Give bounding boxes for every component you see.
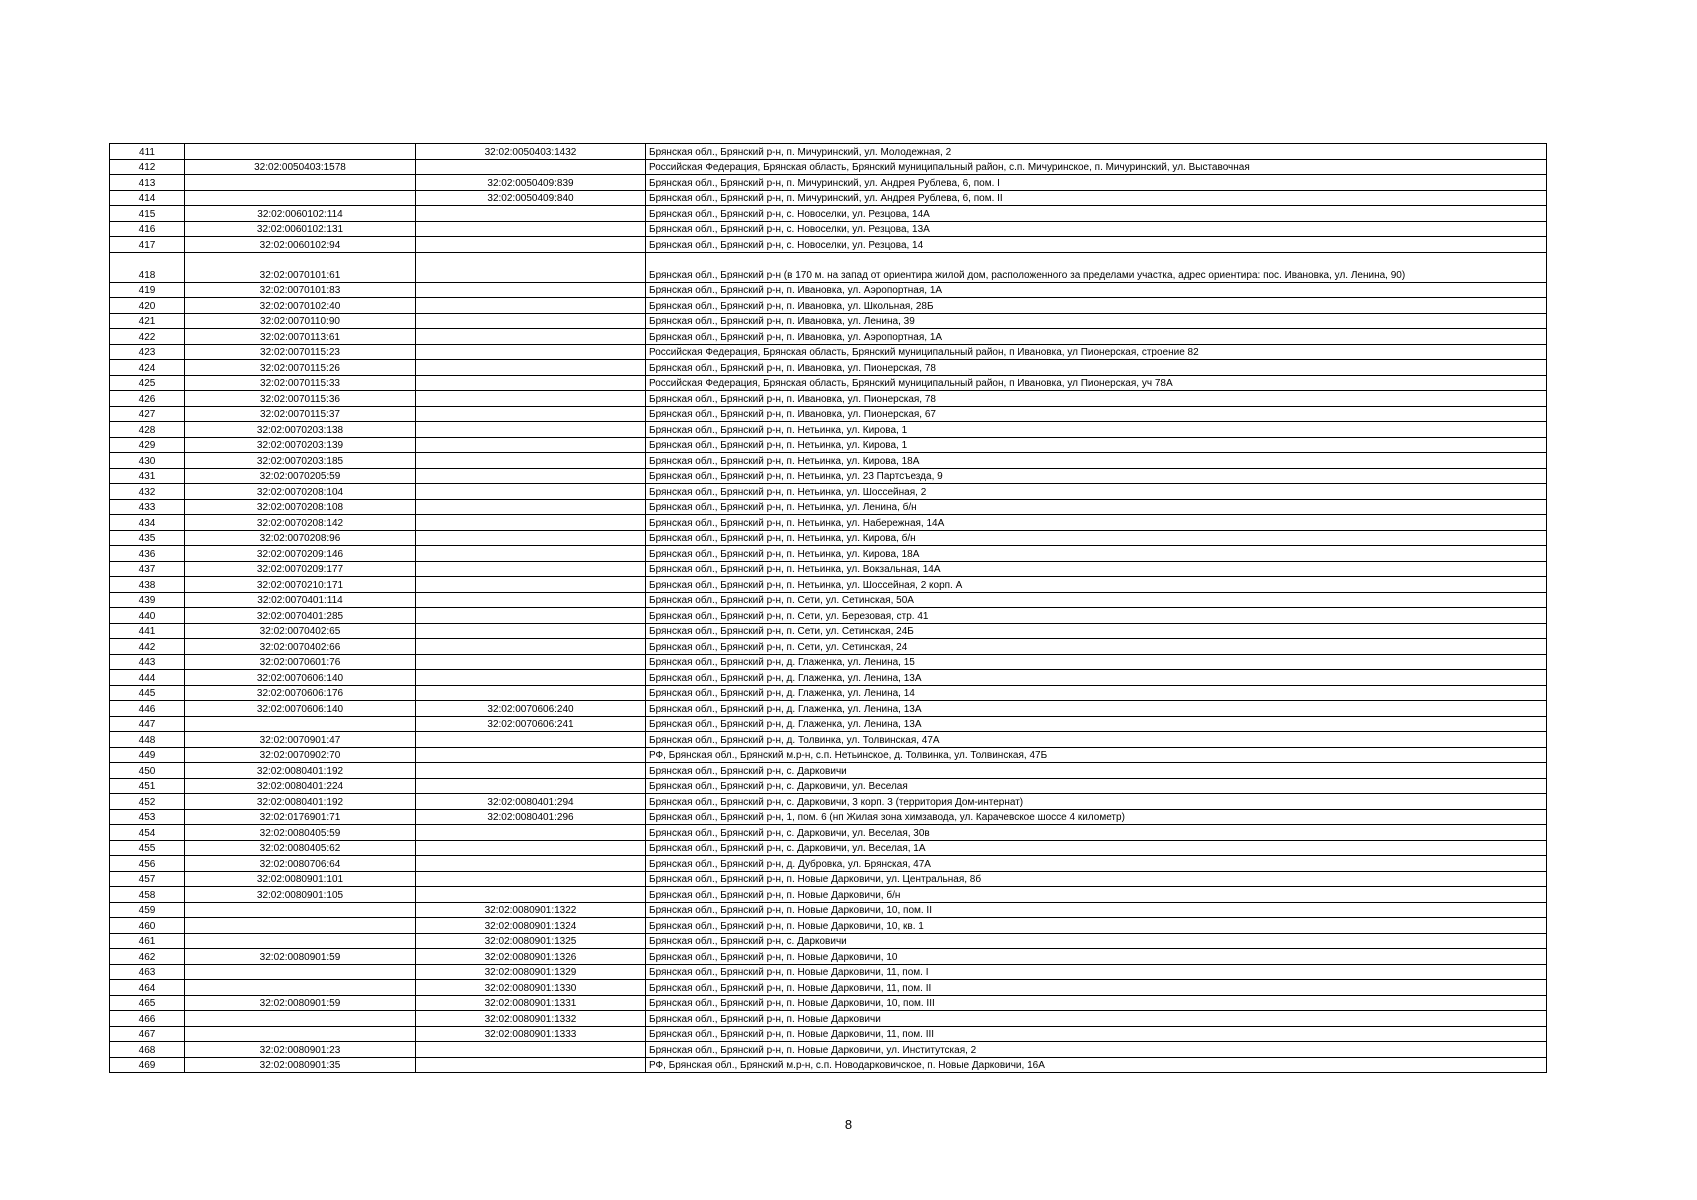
register-table: [109, 143, 1547, 1073]
land-parcel-number-cell: 32:02:0176901:71: [185, 809, 416, 825]
row-number-cell: 434: [110, 515, 185, 531]
building-number-cell: [416, 206, 646, 222]
row-number-cell: 457: [110, 871, 185, 887]
building-number-cell: [416, 763, 646, 779]
building-number-cell: [416, 515, 646, 531]
table-row: [110, 639, 1547, 655]
land-parcel-number-cell: 32:02:0070110:90: [185, 313, 416, 329]
table-row: [110, 484, 1547, 500]
address-cell: Брянская обл., Брянский р-н, с. Новоселки, ул. Резцова, 14: [646, 237, 1547, 253]
building-number-cell: [416, 577, 646, 593]
address-cell: Брянская обл., Брянский р-н, п. Мичуринский, ул. Андрея Рублева, 6, пом. I: [646, 175, 1547, 191]
table-row: [110, 747, 1547, 763]
building-number-cell: [416, 670, 646, 686]
building-number-cell: 32:02:0050409:839: [416, 175, 646, 191]
building-number-cell: [416, 484, 646, 500]
row-number-cell: 425: [110, 375, 185, 391]
row-number-cell: 467: [110, 1026, 185, 1042]
land-parcel-number-cell: 32:02:0070401:114: [185, 592, 416, 608]
table-row: [110, 437, 1547, 453]
address-cell: Брянская обл., Брянский р-н, п. Сети, ул. Сетинская, 24: [646, 639, 1547, 655]
row-number-cell: 466: [110, 1011, 185, 1027]
building-number-cell: [416, 778, 646, 794]
address-cell: Брянская обл., Брянский р-н, п. Новые Дарковичи, 10, пом. II: [646, 902, 1547, 918]
building-number-cell: 32:02:0080901:1329: [416, 964, 646, 980]
address-cell: Брянская обл., Брянский р-н, п. Новые Дарковичи, 11, пом. I: [646, 964, 1547, 980]
address-cell: Брянская обл., Брянский р-н, с. Дарковичи: [646, 763, 1547, 779]
address-cell: Брянская обл., Брянский р-н, п. Сети, ул. Сетинская, 50А: [646, 592, 1547, 608]
building-number-cell: 32:02:0080901:1325: [416, 933, 646, 949]
table-row: [110, 840, 1547, 856]
address-cell: Брянская обл., Брянский р-н, п. Нетьинка, ул. 23 Партсъезда, 9: [646, 468, 1547, 484]
address-cell: Брянская обл., Брянский р-н, п. Ивановка, ул. Пионерская, 78: [646, 360, 1547, 376]
land-parcel-number-cell: 32:02:0070101:83: [185, 282, 416, 298]
row-number-cell: 418: [110, 252, 185, 282]
table-row: [110, 453, 1547, 469]
building-number-cell: [416, 237, 646, 253]
table-row: [110, 144, 1547, 160]
building-number-cell: 32:02:0080901:1332: [416, 1011, 646, 1027]
address-cell: Брянская обл., Брянский р-н, с. Новоселки, ул. Резцова, 14А: [646, 206, 1547, 222]
address-cell: Брянская обл., Брянский р-н, п. Новые Дарковичи, 11, пом. II: [646, 980, 1547, 996]
land-parcel-number-cell: 32:02:0070203:138: [185, 422, 416, 438]
table-row: [110, 949, 1547, 965]
table-row: [110, 561, 1547, 577]
table-row: [110, 732, 1547, 748]
building-number-cell: [416, 298, 646, 314]
building-number-cell: [416, 437, 646, 453]
building-number-cell: [416, 375, 646, 391]
row-number-cell: 455: [110, 840, 185, 856]
building-number-cell: [416, 391, 646, 407]
table-row: [110, 360, 1547, 376]
land-parcel-number-cell: [185, 716, 416, 732]
land-parcel-number-cell: 32:02:0080901:59: [185, 995, 416, 1011]
land-parcel-number-cell: 32:02:0080405:59: [185, 825, 416, 841]
address-cell: Брянская обл., Брянский р-н, с. Дарковичи, ул. Веселая: [646, 778, 1547, 794]
address-cell: Брянская обл., Брянский р-н, п. Нетьинка, ул. Шоссейная, 2: [646, 484, 1547, 500]
row-number-cell: 461: [110, 933, 185, 949]
row-number-cell: 413: [110, 175, 185, 191]
address-cell: Брянская обл., Брянский р-н, п. Мичуринский, ул. Андрея Рублева, 6, пом. II: [646, 190, 1547, 206]
row-number-cell: 428: [110, 422, 185, 438]
land-parcel-number-cell: 32:02:0080901:23: [185, 1042, 416, 1058]
register-table-body: [110, 144, 1547, 1073]
table-row: [110, 763, 1547, 779]
land-parcel-number-cell: [185, 964, 416, 980]
row-number-cell: 438: [110, 577, 185, 593]
row-number-cell: 414: [110, 190, 185, 206]
address-cell: Брянская обл., Брянский р-н, с. Дарковичи, ул. Веселая, 30в: [646, 825, 1547, 841]
address-cell: РФ, Брянская обл., Брянский м.р-н, с.п. Новодарковичское, п. Новые Дарковичи, 16А: [646, 1057, 1547, 1073]
table-row: [110, 499, 1547, 515]
row-number-cell: 433: [110, 499, 185, 515]
row-number-cell: 416: [110, 221, 185, 237]
land-parcel-number-cell: [185, 1026, 416, 1042]
row-number-cell: 440: [110, 608, 185, 624]
building-number-cell: 32:02:0070606:240: [416, 701, 646, 717]
table-row: [110, 422, 1547, 438]
address-cell: РФ, Брянская обл., Брянский м.р-н, с.п. Нетьинское, д. Толвинка, ул. Толвинская, 47Б: [646, 747, 1547, 763]
address-cell: Брянская обл., Брянский р-н, д. Глаженка, ул. Ленина, 14: [646, 685, 1547, 701]
address-cell: Брянская обл., Брянский р-н, п. Мичуринский, ул. Молодежная, 2: [646, 144, 1547, 160]
address-cell: Брянская обл., Брянский р-н, с. Новоселки, ул. Резцова, 13А: [646, 221, 1547, 237]
table-row: [110, 608, 1547, 624]
building-number-cell: 32:02:0080901:1326: [416, 949, 646, 965]
row-number-cell: 420: [110, 298, 185, 314]
building-number-cell: [416, 1042, 646, 1058]
table-row: [110, 237, 1547, 253]
table-row: [110, 654, 1547, 670]
table-row: [110, 980, 1547, 996]
table-row: [110, 995, 1547, 1011]
address-cell: Брянская обл., Брянский р-н, п. Новые Дарковичи, 10: [646, 949, 1547, 965]
land-parcel-number-cell: 32:02:0080901:105: [185, 887, 416, 903]
land-parcel-number-cell: 32:02:0070208:104: [185, 484, 416, 500]
building-number-cell: [416, 499, 646, 515]
row-number-cell: 449: [110, 747, 185, 763]
address-cell: Брянская обл., Брянский р-н, п. Ивановка, ул. Ленина, 39: [646, 313, 1547, 329]
building-number-cell: [416, 732, 646, 748]
land-parcel-number-cell: 32:02:0070606:140: [185, 701, 416, 717]
table-row: [110, 871, 1547, 887]
table-row: [110, 282, 1547, 298]
address-cell: Брянская обл., Брянский р-н, п. Нетьинка, ул. Вокзальная, 14А: [646, 561, 1547, 577]
table-row: [110, 298, 1547, 314]
row-number-cell: 469: [110, 1057, 185, 1073]
building-number-cell: [416, 468, 646, 484]
row-number-cell: 411: [110, 144, 185, 160]
address-cell: Брянская обл., Брянский р-н, п. Новые Дарковичи, ул. Центральная, 8б: [646, 871, 1547, 887]
land-parcel-number-cell: 32:02:0080401:192: [185, 763, 416, 779]
building-number-cell: [416, 871, 646, 887]
address-cell: Брянская обл., Брянский р-н, 1, пом. 6 (нп Жилая зона химзавода, ул. Карачевское шоссе 4 километр): [646, 809, 1547, 825]
table-row: [110, 515, 1547, 531]
table-row: [110, 592, 1547, 608]
building-number-cell: [416, 654, 646, 670]
row-number-cell: 447: [110, 716, 185, 732]
address-cell: Брянская обл., Брянский р-н, д. Глаженка, ул. Ленина, 13А: [646, 701, 1547, 717]
address-cell: Брянская обл., Брянский р-н, п. Новые Дарковичи, 10, пом. III: [646, 995, 1547, 1011]
table-row: [110, 933, 1547, 949]
building-number-cell: [416, 1057, 646, 1073]
land-parcel-number-cell: 32:02:0060102:131: [185, 221, 416, 237]
land-parcel-number-cell: 32:02:0080706:64: [185, 856, 416, 872]
building-number-cell: 32:02:0070606:241: [416, 716, 646, 732]
address-cell: Брянская обл., Брянский р-н, п. Новые Дарковичи, 10, кв. 1: [646, 918, 1547, 934]
building-number-cell: [416, 546, 646, 562]
building-number-cell: 32:02:0080901:1324: [416, 918, 646, 934]
land-parcel-number-cell: 32:02:0070208:142: [185, 515, 416, 531]
table-row: [110, 577, 1547, 593]
building-number-cell: 32:02:0050409:840: [416, 190, 646, 206]
table-row: [110, 252, 1547, 282]
address-cell: Брянская обл., Брянский р-н, п. Ивановка, ул. Аэропортная, 1А: [646, 282, 1547, 298]
table-row: [110, 964, 1547, 980]
row-number-cell: 446: [110, 701, 185, 717]
address-cell: Брянская обл., Брянский р-н, п. Нетьинка, ул. Набережная, 14А: [646, 515, 1547, 531]
table-row: [110, 313, 1547, 329]
row-number-cell: 442: [110, 639, 185, 655]
table-row: [110, 685, 1547, 701]
land-parcel-number-cell: 32:02:0080401:192: [185, 794, 416, 810]
table-row: [110, 918, 1547, 934]
building-number-cell: [416, 856, 646, 872]
table-row: [110, 546, 1547, 562]
land-parcel-number-cell: 32:02:0070902:70: [185, 747, 416, 763]
table-row: [110, 159, 1547, 175]
land-parcel-number-cell: 32:02:0050403:1578: [185, 159, 416, 175]
address-cell: Брянская обл., Брянский р-н, п. Ивановка, ул. Аэропортная, 1А: [646, 329, 1547, 345]
row-number-cell: 421: [110, 313, 185, 329]
address-cell: Брянская обл., Брянский р-н, п. Ивановка, ул. Школьная, 28Б: [646, 298, 1547, 314]
row-number-cell: 448: [110, 732, 185, 748]
land-parcel-number-cell: [185, 144, 416, 160]
row-number-cell: 443: [110, 654, 185, 670]
building-number-cell: [416, 313, 646, 329]
land-parcel-number-cell: 32:02:0070115:33: [185, 375, 416, 391]
land-parcel-number-cell: 32:02:0070205:59: [185, 468, 416, 484]
row-number-cell: 423: [110, 344, 185, 360]
row-number-cell: 458: [110, 887, 185, 903]
land-parcel-number-cell: 32:02:0070606:140: [185, 670, 416, 686]
row-number-cell: 417: [110, 237, 185, 253]
row-number-cell: 464: [110, 980, 185, 996]
address-cell: Брянская обл., Брянский р-н, п. Ивановка, ул. Пионерская, 67: [646, 406, 1547, 422]
building-number-cell: 32:02:0080401:296: [416, 809, 646, 825]
address-cell: Российская Федерация, Брянская область, Брянский муниципальный район, п Ивановка, ул Пионерская, уч 78А: [646, 375, 1547, 391]
building-number-cell: 32:02:0080901:1333: [416, 1026, 646, 1042]
address-cell: Брянская обл., Брянский р-н, п. Новые Дарковичи, 11, пом. III: [646, 1026, 1547, 1042]
row-number-cell: 430: [110, 453, 185, 469]
row-number-cell: 452: [110, 794, 185, 810]
land-parcel-number-cell: 32:02:0070901:47: [185, 732, 416, 748]
land-parcel-number-cell: 32:02:0070209:177: [185, 561, 416, 577]
table-row: [110, 794, 1547, 810]
land-parcel-number-cell: 32:02:0070402:65: [185, 623, 416, 639]
land-parcel-number-cell: 32:02:0080901:35: [185, 1057, 416, 1073]
land-parcel-number-cell: [185, 933, 416, 949]
address-cell: Брянская обл., Брянский р-н, п. Нетьинка, ул. Ленина, б/н: [646, 499, 1547, 515]
building-number-cell: 32:02:0080901:1322: [416, 902, 646, 918]
address-cell: Российская Федерация, Брянская область, Брянский муниципальный район, п Ивановка, ул Пионерская, строение 82: [646, 344, 1547, 360]
table-row: [110, 530, 1547, 546]
address-cell: Брянская обл., Брянский р-н, п. Нетьинка, ул. Кирова, 18А: [646, 453, 1547, 469]
row-number-cell: 419: [110, 282, 185, 298]
land-parcel-number-cell: 32:02:0070102:40: [185, 298, 416, 314]
row-number-cell: 459: [110, 902, 185, 918]
row-number-cell: 415: [110, 206, 185, 222]
building-number-cell: [416, 840, 646, 856]
land-parcel-number-cell: 32:02:0070115:36: [185, 391, 416, 407]
building-number-cell: 32:02:0050403:1432: [416, 144, 646, 160]
row-number-cell: 429: [110, 437, 185, 453]
row-number-cell: 441: [110, 623, 185, 639]
address-cell: Брянская обл., Брянский р-н, с. Дарковичи, ул. Веселая, 1А: [646, 840, 1547, 856]
address-cell: Брянская обл., Брянский р-н, п. Новые Дарковичи, ул. Институтская, 2: [646, 1042, 1547, 1058]
table-row: [110, 468, 1547, 484]
address-cell: Брянская обл., Брянский р-н, д. Глаженка, ул. Ленина, 13А: [646, 716, 1547, 732]
land-parcel-number-cell: 32:02:0070210:171: [185, 577, 416, 593]
land-parcel-number-cell: 32:02:0060102:94: [185, 237, 416, 253]
building-number-cell: [416, 406, 646, 422]
table-row: [110, 701, 1547, 717]
building-number-cell: [416, 825, 646, 841]
land-parcel-number-cell: 32:02:0070203:139: [185, 437, 416, 453]
building-number-cell: [416, 282, 646, 298]
row-number-cell: 468: [110, 1042, 185, 1058]
building-number-cell: [416, 530, 646, 546]
table-row: [110, 1026, 1547, 1042]
row-number-cell: 426: [110, 391, 185, 407]
row-number-cell: 451: [110, 778, 185, 794]
row-number-cell: 412: [110, 159, 185, 175]
land-parcel-number-cell: 32:02:0070101:61: [185, 252, 416, 282]
land-parcel-number-cell: 32:02:0070115:37: [185, 406, 416, 422]
address-cell: Брянская обл., Брянский р-н, п. Сети, ул. Березовая, стр. 41: [646, 608, 1547, 624]
land-parcel-number-cell: 32:02:0070401:285: [185, 608, 416, 624]
building-number-cell: [416, 221, 646, 237]
address-cell: Брянская обл., Брянский р-н, п. Нетьинка, ул. Шоссейная, 2 корп. А: [646, 577, 1547, 593]
address-cell: Брянская обл., Брянский р-н, с. Дарковичи: [646, 933, 1547, 949]
table-row: [110, 344, 1547, 360]
table-row: [110, 716, 1547, 732]
land-parcel-number-cell: [185, 902, 416, 918]
row-number-cell: 437: [110, 561, 185, 577]
building-number-cell: [416, 639, 646, 655]
address-cell: Брянская обл., Брянский р-н, п. Новые Дарковичи, б/н: [646, 887, 1547, 903]
row-number-cell: 436: [110, 546, 185, 562]
building-number-cell: [416, 685, 646, 701]
table-row: [110, 1057, 1547, 1073]
address-cell: Брянская обл., Брянский р-н, п. Сети, ул. Сетинская, 24Б: [646, 623, 1547, 639]
row-number-cell: 431: [110, 468, 185, 484]
building-number-cell: [416, 561, 646, 577]
table-row: [110, 329, 1547, 345]
land-parcel-number-cell: 32:02:0070113:61: [185, 329, 416, 345]
building-number-cell: [416, 453, 646, 469]
building-number-cell: 32:02:0080901:1331: [416, 995, 646, 1011]
building-number-cell: [416, 329, 646, 345]
row-number-cell: 444: [110, 670, 185, 686]
row-number-cell: 422: [110, 329, 185, 345]
address-cell: Брянская обл., Брянский р-н, д. Глаженка, ул. Ленина, 13А: [646, 670, 1547, 686]
table-row: [110, 175, 1547, 191]
address-cell: Брянская обл., Брянский р-н, д. Дубровка, ул. Брянская, 47А: [646, 856, 1547, 872]
land-parcel-number-cell: 32:02:0060102:114: [185, 206, 416, 222]
address-cell: Российская Федерация, Брянская область, Брянский муниципальный район, с.п. Мичуринское, п. Мичуринский, ул. Выставочная: [646, 159, 1547, 175]
address-cell: Брянская обл., Брянский р-н, п. Нетьинка, ул. Кирова, 1: [646, 437, 1547, 453]
row-number-cell: 463: [110, 964, 185, 980]
address-cell: Брянская обл., Брянский р-н, с. Дарковичи, 3 корп. 3 (территория Дом-интернат): [646, 794, 1547, 810]
building-number-cell: [416, 159, 646, 175]
building-number-cell: [416, 360, 646, 376]
building-number-cell: [416, 422, 646, 438]
table-row: [110, 623, 1547, 639]
address-cell: Брянская обл., Брянский р-н, п. Нетьинка, ул. Кирова, 1: [646, 422, 1547, 438]
building-number-cell: [416, 887, 646, 903]
address-cell: Брянская обл., Брянский р-н, д. Глаженка, ул. Ленина, 15: [646, 654, 1547, 670]
land-parcel-number-cell: [185, 190, 416, 206]
table-row: [110, 809, 1547, 825]
address-cell: Брянская обл., Брянский р-н (в 170 м. на запад от ориентира жилой дом, расположенного за пределами участка, адрес ориентира: пос. Ивановка, ул. Ленина, 90): [646, 252, 1547, 282]
table-row: [110, 190, 1547, 206]
row-number-cell: 453: [110, 809, 185, 825]
land-parcel-number-cell: [185, 1011, 416, 1027]
table-row: [110, 902, 1547, 918]
table-row: [110, 670, 1547, 686]
land-parcel-number-cell: 32:02:0070203:185: [185, 453, 416, 469]
table-row: [110, 778, 1547, 794]
land-parcel-number-cell: 32:02:0070115:26: [185, 360, 416, 376]
building-number-cell: [416, 592, 646, 608]
table-row: [110, 1011, 1547, 1027]
land-parcel-number-cell: 32:02:0080901:101: [185, 871, 416, 887]
land-parcel-number-cell: [185, 918, 416, 934]
land-parcel-number-cell: 32:02:0080901:59: [185, 949, 416, 965]
land-parcel-number-cell: [185, 980, 416, 996]
row-number-cell: 427: [110, 406, 185, 422]
address-cell: Брянская обл., Брянский р-н, п. Нетьинка, ул. Кирова, б/н: [646, 530, 1547, 546]
building-number-cell: [416, 623, 646, 639]
land-parcel-number-cell: 32:02:0070402:66: [185, 639, 416, 655]
land-parcel-number-cell: 32:02:0080401:224: [185, 778, 416, 794]
row-number-cell: 424: [110, 360, 185, 376]
table-row: [110, 221, 1547, 237]
table-row: [110, 856, 1547, 872]
row-number-cell: 450: [110, 763, 185, 779]
row-number-cell: 460: [110, 918, 185, 934]
page-number: 8: [844, 1117, 853, 1132]
table-row: [110, 406, 1547, 422]
building-number-cell: [416, 608, 646, 624]
table-row: [110, 825, 1547, 841]
row-number-cell: 445: [110, 685, 185, 701]
building-number-cell: 32:02:0080901:1330: [416, 980, 646, 996]
row-number-cell: 454: [110, 825, 185, 841]
row-number-cell: 462: [110, 949, 185, 965]
land-parcel-number-cell: 32:02:0070209:146: [185, 546, 416, 562]
building-number-cell: [416, 344, 646, 360]
row-number-cell: 465: [110, 995, 185, 1011]
row-number-cell: 456: [110, 856, 185, 872]
row-number-cell: 439: [110, 592, 185, 608]
land-parcel-number-cell: 32:02:0070115:23: [185, 344, 416, 360]
table-row: [110, 375, 1547, 391]
address-cell: Брянская обл., Брянский р-н, п. Новые Дарковичи: [646, 1011, 1547, 1027]
table-row: [110, 391, 1547, 407]
table-row: [110, 206, 1547, 222]
address-cell: Брянская обл., Брянский р-н, д. Толвинка, ул. Толвинская, 47А: [646, 732, 1547, 748]
land-parcel-number-cell: 32:02:0070208:108: [185, 499, 416, 515]
land-parcel-number-cell: 32:02:0070208:96: [185, 530, 416, 546]
building-number-cell: [416, 747, 646, 763]
table-row: [110, 887, 1547, 903]
land-parcel-number-cell: 32:02:0080405:62: [185, 840, 416, 856]
land-parcel-number-cell: 32:02:0070601:76: [185, 654, 416, 670]
table-row: [110, 1042, 1547, 1058]
address-cell: Брянская обл., Брянский р-н, п. Нетьинка, ул. Кирова, 18А: [646, 546, 1547, 562]
row-number-cell: 432: [110, 484, 185, 500]
building-number-cell: 32:02:0080401:294: [416, 794, 646, 810]
building-number-cell: [416, 252, 646, 282]
address-cell: Брянская обл., Брянский р-н, п. Ивановка, ул. Пионерская, 78: [646, 391, 1547, 407]
land-parcel-number-cell: [185, 175, 416, 191]
land-parcel-number-cell: 32:02:0070606:176: [185, 685, 416, 701]
row-number-cell: 435: [110, 530, 185, 546]
